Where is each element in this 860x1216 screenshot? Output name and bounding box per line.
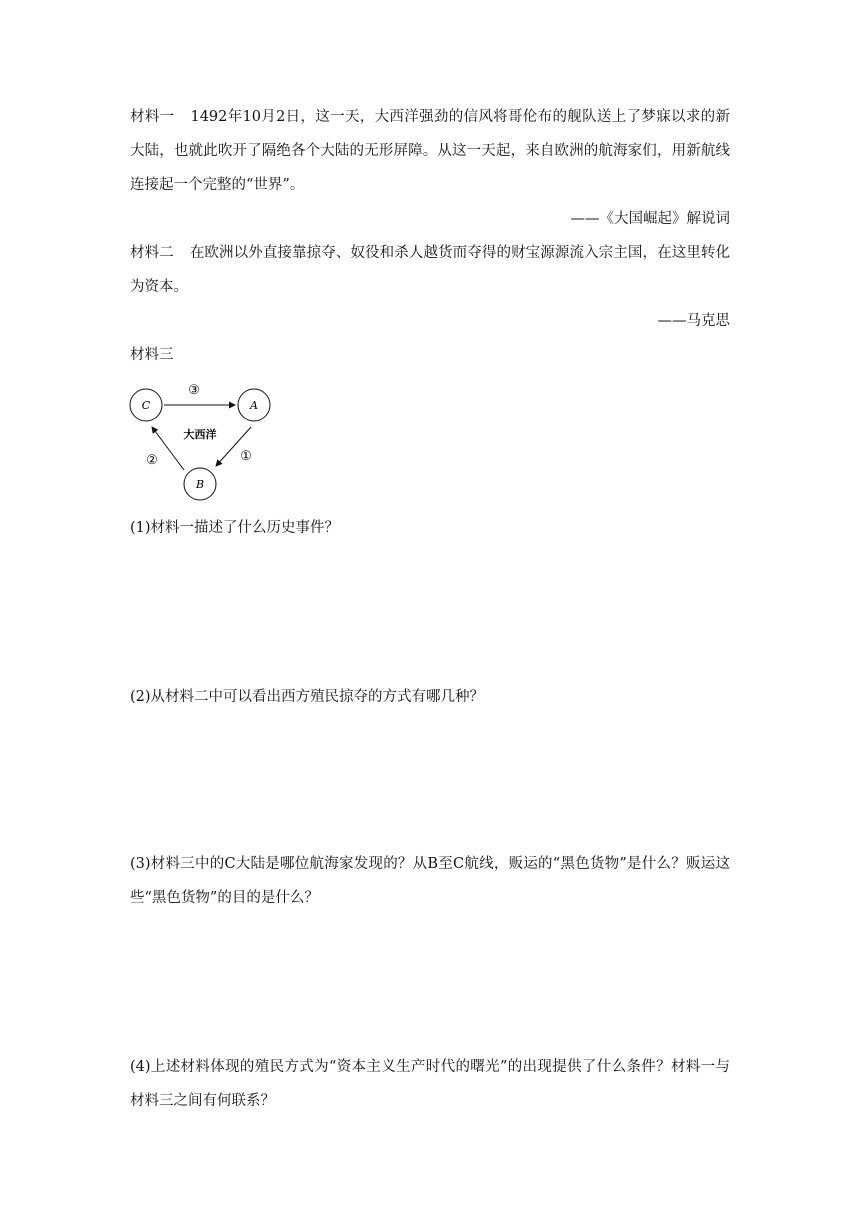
continent-b-label: B xyxy=(195,478,205,491)
route-three-label: ③ xyxy=(188,383,200,398)
question-3: (3)材料三中的C大陆是哪位航海家发现的？从B至C航线，贩运的“黑色货物”是什么？贩运这些“黑色货物”的目的是什么？ xyxy=(130,856,730,906)
material-one-source: ——《大国崛起》解说词 xyxy=(570,211,730,227)
triangle-trade-diagram xyxy=(128,380,288,506)
material-two-text: 在欧洲以外直接靠掠夺、奴役和杀人越货而夺得的财宝源源流入宗主国，在这里转化为资本。 xyxy=(130,245,731,295)
material-one-label: 材料一 xyxy=(130,109,175,125)
material-two-source: ——马克思 xyxy=(657,313,730,329)
material-one-paragraph xyxy=(130,100,730,202)
material-three-label: 材料三 xyxy=(130,347,174,363)
material-two-label: 材料二 xyxy=(130,245,174,261)
material-one-text: 1492年10月2日，这一天，大西洋强劲的信风将哥伦布的舰队送上了梦寐以求的新大陆，也就此吹开了隔绝各个大陆的无形屏障。从这一天起，来自欧洲的航海家们，用新航线连接起一个完整的“世界”。 xyxy=(130,109,730,193)
continent-c-label: C xyxy=(141,399,151,412)
route-two-label: ② xyxy=(146,453,158,468)
continent-a-label: A xyxy=(250,399,258,412)
question-2: (2)从材料二中可以看出西方殖民掠夺的方式有哪几种？ xyxy=(130,689,485,705)
atlantic-ocean-label: 大西洋 xyxy=(183,428,217,441)
material-two-paragraph xyxy=(130,236,730,304)
question-1: (1)材料一描述了什么历史事件？ xyxy=(130,520,340,536)
materials-section xyxy=(130,100,730,372)
question-4: (4)上述材料体现的殖民方式为“资本主义生产时代的曙光”的出现提供了什么条件？材料一与材料三之间有何联系？ xyxy=(130,1059,730,1109)
route-one-label: ① xyxy=(240,449,252,464)
